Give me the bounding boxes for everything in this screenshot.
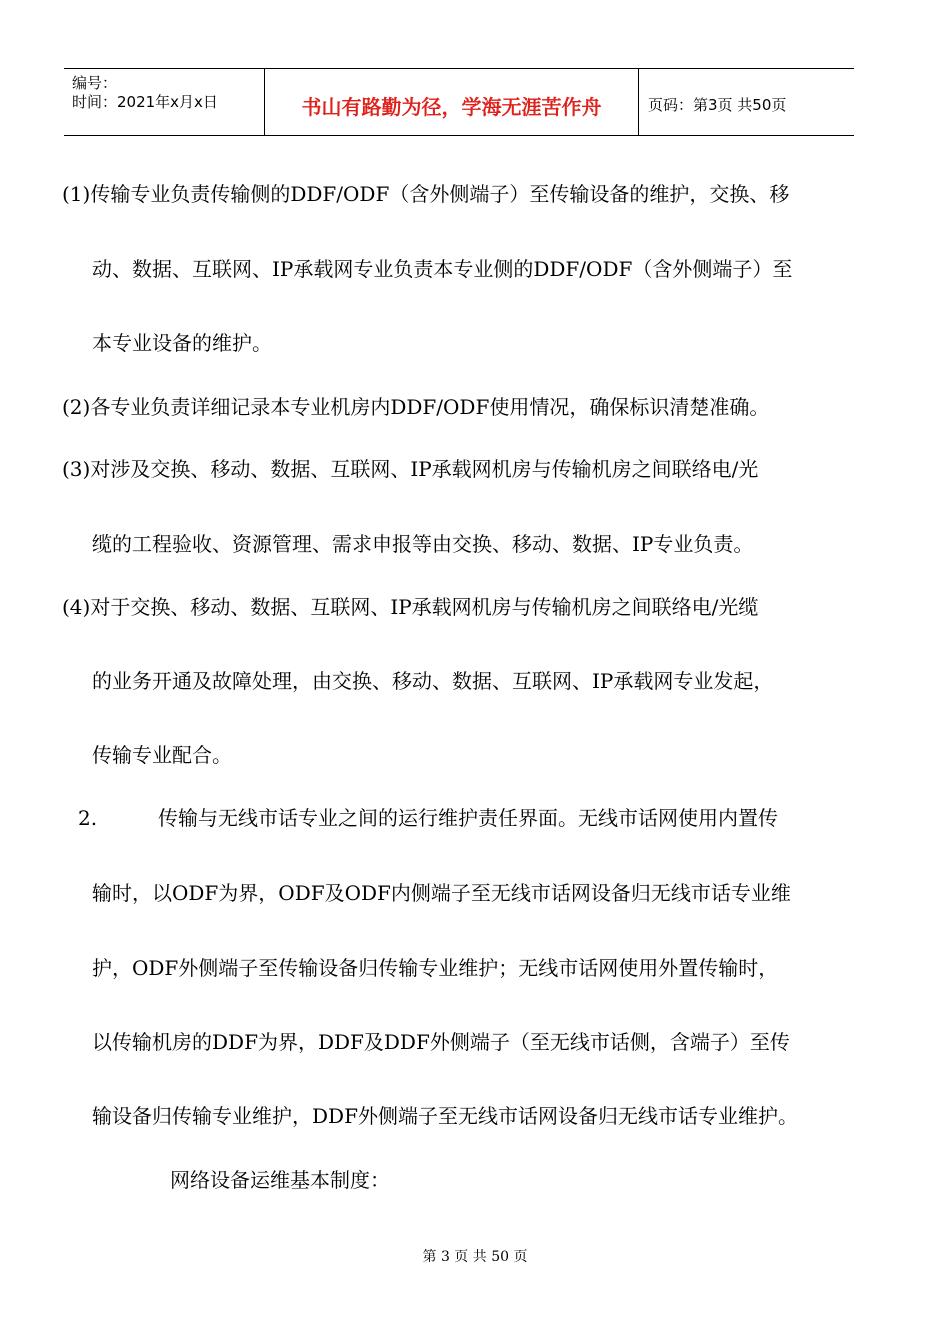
text-line: 动、数据、互联网、IP承载网专业负责本专业侧的DDF/ODF（含外侧端子）至	[92, 257, 793, 281]
header-motto: 书山有路勤为径，学海无涯苦作舟	[301, 95, 602, 119]
header-motto-cell	[264, 69, 639, 135]
text-line: (2)各专业负责详细记录本专业机房内DDF/ODF使用情况，确保标识清楚准确。	[62, 395, 770, 419]
text-line: 本专业设备的维护。	[92, 331, 272, 355]
list-number: 2.	[78, 806, 98, 830]
page-footer: 第 3 页 共 50 页	[422, 1249, 528, 1265]
document-number: 编号：	[72, 74, 118, 92]
text-line: (3)对涉及交换、移动、数据、互联网、IP承载网机房与传输机房之间联络电/光	[62, 457, 759, 481]
section-heading: 网络设备运维基本制度：	[170, 1168, 390, 1192]
header-page-cell	[638, 69, 854, 135]
text-line: 护，ODF外侧端子至传输设备归传输专业维护；无线市话网使用外置传输时，	[92, 956, 779, 980]
text-line: (1)传输专业负责传输侧的DDF/ODF（含外侧端子）至传输设备的维护，交换、移	[62, 182, 790, 206]
text-line: 的业务开通及故障处理，由交换、移动、数据、互联网、IP承载网专业发起，	[92, 669, 774, 693]
text-line: 传输专业配合。	[92, 743, 232, 767]
document-header	[64, 68, 854, 136]
text-line: 缆的工程验收、资源管理、需求申报等由交换、移动、数据、IP专业负责。	[92, 532, 754, 556]
header-page-code: 页码：第3页 共50页	[648, 96, 787, 114]
text-line: 输时，以ODF为界，ODF及ODF内侧端子至无线市话网设备归无线市话专业维	[92, 881, 791, 905]
header-info-cell	[64, 69, 264, 135]
text-line: 以传输机房的DDF为界，DDF及DDF外侧端子（至无线市话侧，含端子）至传	[92, 1030, 790, 1054]
text-line: 传输与无线市话专业之间的运行维护责任界面。无线市话网使用内置传	[158, 806, 778, 830]
document-time: 时间：2021年x月x日	[72, 93, 218, 111]
text-line: 输设备归传输专业维护，DDF外侧端子至无线市话网设备归无线市话专业维护。	[92, 1104, 798, 1128]
text-line: (4)对于交换、移动、数据、互联网、IP承载网机房与传输机房之间联络电/光缆	[62, 595, 759, 619]
